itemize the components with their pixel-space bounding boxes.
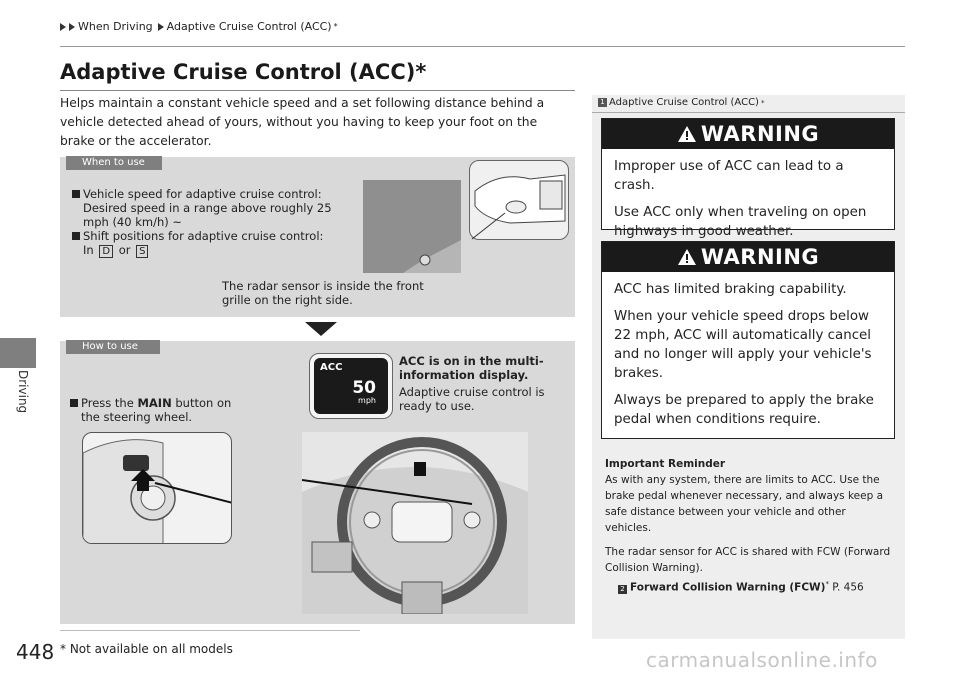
warning-box-braking: WARNING ACC has limited braking capability. When your vehicle speed drops below 22 mph, ACC will automatically cancel and no longer will apply your vehicle's brakes. Always be prepared to apply the brake pedal when conditions require. (601, 241, 895, 439)
warning-box-crash: WARNING Improper use of ACC can lead to a crash. Use ACC only when traveling on open highways in good weather. (601, 118, 895, 230)
steering-switch-inset (82, 432, 232, 544)
breadcrumb-arrow-icon (158, 23, 164, 31)
section-tab-marker (0, 338, 36, 368)
warning-header: WARNING (602, 119, 894, 149)
bullet-square-icon (72, 232, 80, 240)
breadcrumb-topic-mark: * (333, 22, 338, 31)
breadcrumb-arrow-icon (69, 23, 75, 31)
page-number: 448 (16, 640, 55, 664)
press-main-instruction: Press the MAIN button on the steering wheel. (70, 396, 231, 424)
breadcrumb-section[interactable]: When Driving (78, 20, 153, 33)
sidebar-heading: 1 Adaptive Cruise Control (ACC) * (598, 97, 764, 108)
set-speed-value: 50 (352, 378, 376, 398)
when-to-use-tab: When to use (66, 156, 162, 170)
footnote-divider (60, 630, 360, 631)
shift-position-d: D (99, 245, 113, 258)
vehicle-front-illustration (363, 180, 461, 273)
bullet-square-icon (70, 399, 78, 407)
breadcrumb-topic[interactable]: Adaptive Cruise Control (ACC) (166, 20, 332, 33)
sidebar-divider (592, 112, 905, 113)
watermark: carmanualsonline.info (646, 648, 878, 672)
intro-paragraph: Helps maintain a constant vehicle speed and a set following distance behind a vehicle detected ahead of yours, without you having to keep your foot on the brake or the accelerator. (60, 96, 545, 148)
important-reminder: Important Reminder As with any system, there are limits to ACC. Use the brake pedal whenever necessary, and always keep a safe distance between your vehicle and other vehicles. The radar sensor for ACC is shared with FCW (Forward Collision Warning). 2 Forward Collision Warning (FCW)* P. 456 (605, 456, 895, 596)
header-divider (60, 46, 905, 47)
set-speed-unit: mph (358, 396, 376, 405)
radar-grille-inset (469, 160, 569, 240)
multi-info-display-inset (309, 353, 393, 419)
bullet-square-icon (72, 190, 80, 198)
when-to-use-conditions: Vehicle speed for adaptive cruise control: Desired speed in a range above roughly 25 mph (40 km/h) ~ Shift positions for adaptive cruise control: In D or S (72, 187, 342, 258)
radar-sensor-caption: The radar sensor is inside the front grille on the right side. (222, 279, 424, 307)
note-marker-icon: 1 (598, 98, 607, 107)
shift-position-s: S (136, 245, 148, 258)
reference-arrow-icon: 2 (618, 585, 627, 594)
section-tab-label: Driving (16, 370, 30, 414)
how-to-use-tab: How to use (66, 340, 160, 354)
mid-status-caption: ACC is on in the multi- information display. Adaptive cruise control is ready to use. (399, 354, 545, 413)
step-arrow-icon (305, 322, 337, 336)
breadcrumb-arrow-icon (60, 23, 66, 31)
title-divider (60, 90, 575, 91)
footnote: * Not available on all models (60, 642, 233, 656)
warning-triangle-icon (677, 248, 697, 266)
acc-indicator: ACC (320, 362, 343, 373)
dashboard-illustration (302, 432, 528, 614)
breadcrumb (60, 20, 338, 33)
page-title: Adaptive Cruise Control (ACC)* (60, 60, 427, 84)
fcw-reference-link[interactable]: 2 Forward Collision Warning (FCW)* P. 456 (605, 576, 895, 596)
warning-triangle-icon (677, 125, 697, 143)
warning-header: WARNING (602, 242, 894, 272)
